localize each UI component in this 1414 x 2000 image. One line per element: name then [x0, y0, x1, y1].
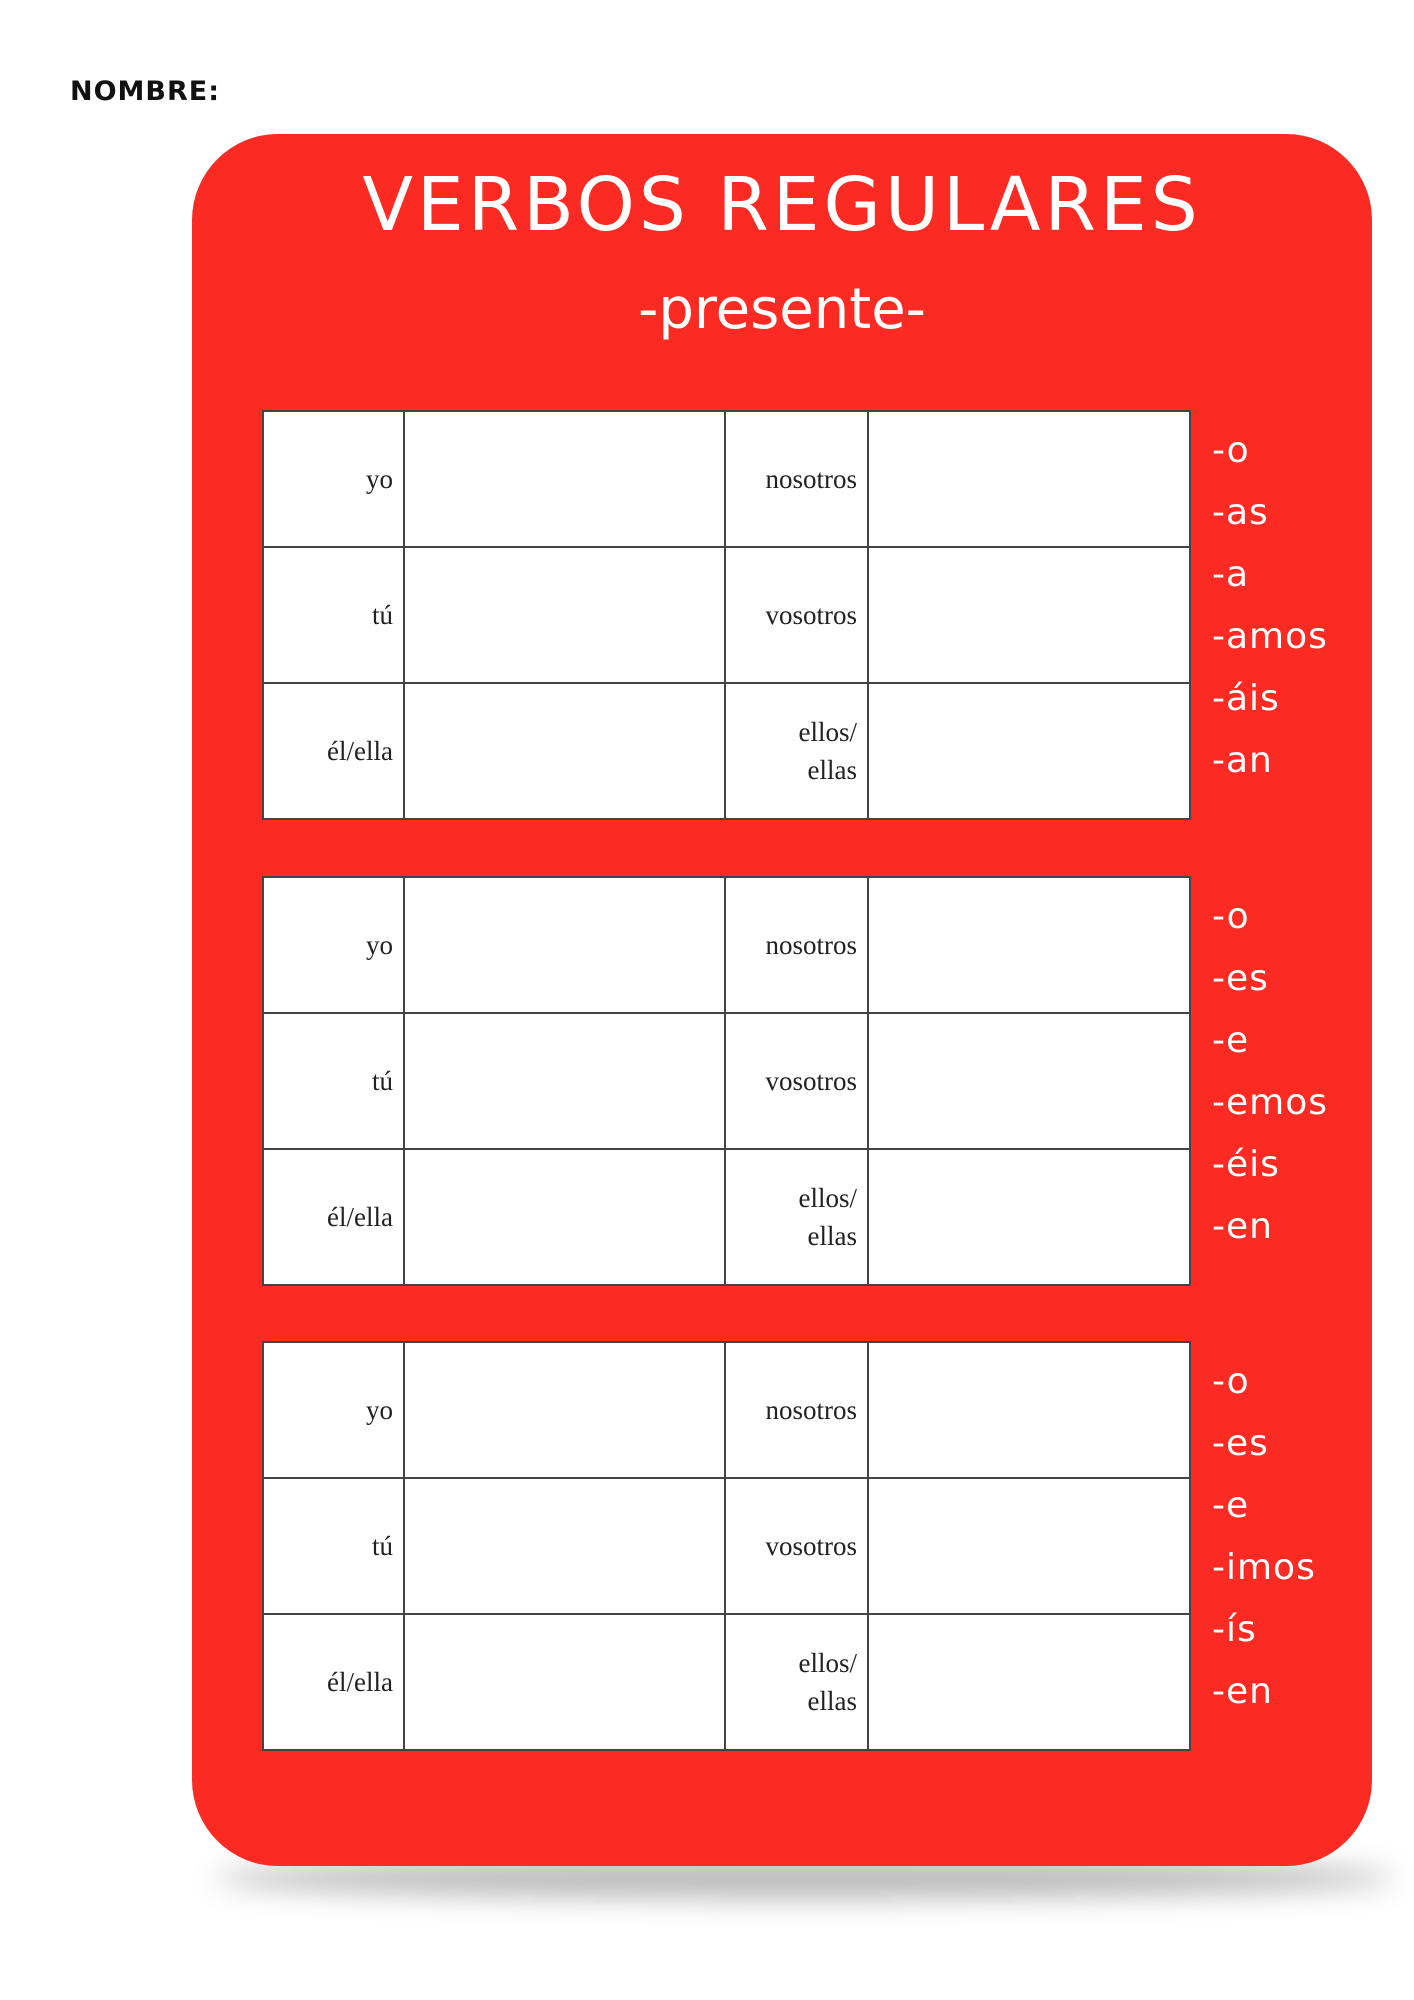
answer-cell[interactable]	[404, 547, 725, 683]
pronoun-cell: yo	[263, 1342, 404, 1478]
pronoun-cell	[725, 1149, 868, 1285]
ending-item: -imos	[1212, 1547, 1316, 1588]
answer-cell[interactable]	[404, 1342, 725, 1478]
conjugation-table	[262, 410, 1191, 820]
ending-item: -e	[1212, 1485, 1250, 1526]
answer-cell[interactable]	[404, 1013, 725, 1149]
pronoun-cell: nosotros	[725, 411, 868, 547]
pronoun-cell: yo	[263, 877, 404, 1013]
answer-cell[interactable]	[404, 877, 725, 1013]
table-row	[263, 683, 1190, 819]
conjugation-table	[262, 876, 1191, 1286]
table-row	[263, 1478, 1190, 1614]
ending-item: -a	[1212, 554, 1250, 595]
endings-list	[1212, 896, 1328, 1268]
answer-cell[interactable]	[868, 1478, 1190, 1614]
table-row	[263, 1342, 1190, 1478]
pronoun-cell: yo	[263, 411, 404, 547]
pronoun-cell: nosotros	[725, 877, 868, 1013]
conjugation-group-3	[262, 1341, 1382, 1751]
worksheet-subtitle: -presente-	[638, 277, 926, 342]
table-row	[263, 1149, 1190, 1285]
ending-item: -áis	[1212, 678, 1280, 719]
table-row	[263, 1614, 1190, 1750]
ending-item: -as	[1212, 492, 1269, 533]
ending-item: -en	[1212, 1671, 1273, 1712]
ending-item: -en	[1212, 1206, 1273, 1247]
pronoun-cell: vosotros	[725, 1478, 868, 1614]
pronoun-cell: nosotros	[725, 1342, 868, 1478]
answer-cell[interactable]	[868, 1013, 1190, 1149]
answer-cell[interactable]	[868, 1149, 1190, 1285]
pronoun-cell: vosotros	[725, 1013, 868, 1149]
answer-cell[interactable]	[404, 1478, 725, 1614]
answer-cell[interactable]	[868, 1614, 1190, 1750]
pronoun-cell: él/ella	[263, 1614, 404, 1750]
pronoun-cell: él/ella	[263, 1149, 404, 1285]
answer-cell[interactable]	[868, 411, 1190, 547]
endings-list	[1212, 1361, 1316, 1733]
ending-item: -o	[1212, 1361, 1250, 1402]
pronoun-line: ellos/	[798, 717, 857, 747]
answer-cell[interactable]	[868, 877, 1190, 1013]
ending-item: -es	[1212, 1423, 1269, 1464]
ending-item: -éis	[1212, 1144, 1280, 1185]
nombre-label: NOMBRE:	[70, 76, 221, 107]
answer-cell[interactable]	[404, 1149, 725, 1285]
pronoun-cell: tú	[263, 1478, 404, 1614]
pronoun-cell	[725, 1614, 868, 1750]
table-row	[263, 547, 1190, 683]
table-row	[263, 1013, 1190, 1149]
answer-cell[interactable]	[868, 683, 1190, 819]
ending-item: -e	[1212, 1020, 1250, 1061]
worksheet-card	[192, 134, 1372, 1866]
ending-item: -es	[1212, 958, 1269, 999]
ending-item: -emos	[1212, 1082, 1328, 1123]
answer-cell[interactable]	[404, 1614, 725, 1750]
table-row	[263, 877, 1190, 1013]
answer-cell[interactable]	[868, 547, 1190, 683]
ending-item: -an	[1212, 740, 1273, 781]
ending-item: -o	[1212, 430, 1250, 471]
pronoun-cell: tú	[263, 547, 404, 683]
ending-item: -amos	[1212, 616, 1328, 657]
answer-cell[interactable]	[868, 1342, 1190, 1478]
table-row	[263, 411, 1190, 547]
ending-item: -ís	[1212, 1609, 1257, 1650]
conjugation-group-1	[262, 410, 1382, 820]
ending-item: -o	[1212, 896, 1250, 937]
answer-cell[interactable]	[404, 683, 725, 819]
worksheet-title: VERBOS REGULARES	[362, 162, 1202, 248]
pronoun-line: ellos/	[798, 1183, 857, 1213]
pronoun-line: ellas	[807, 1686, 857, 1716]
pronoun-cell: él/ella	[263, 683, 404, 819]
pronoun-cell	[725, 683, 868, 819]
pronoun-line: ellos/	[798, 1648, 857, 1678]
pronoun-line: ellas	[807, 755, 857, 785]
pronoun-cell: tú	[263, 1013, 404, 1149]
conjugation-group-2	[262, 876, 1382, 1286]
pronoun-line: ellas	[807, 1221, 857, 1251]
answer-cell[interactable]	[404, 411, 725, 547]
conjugation-table	[262, 1341, 1191, 1751]
endings-list	[1212, 430, 1328, 802]
pronoun-cell: vosotros	[725, 547, 868, 683]
